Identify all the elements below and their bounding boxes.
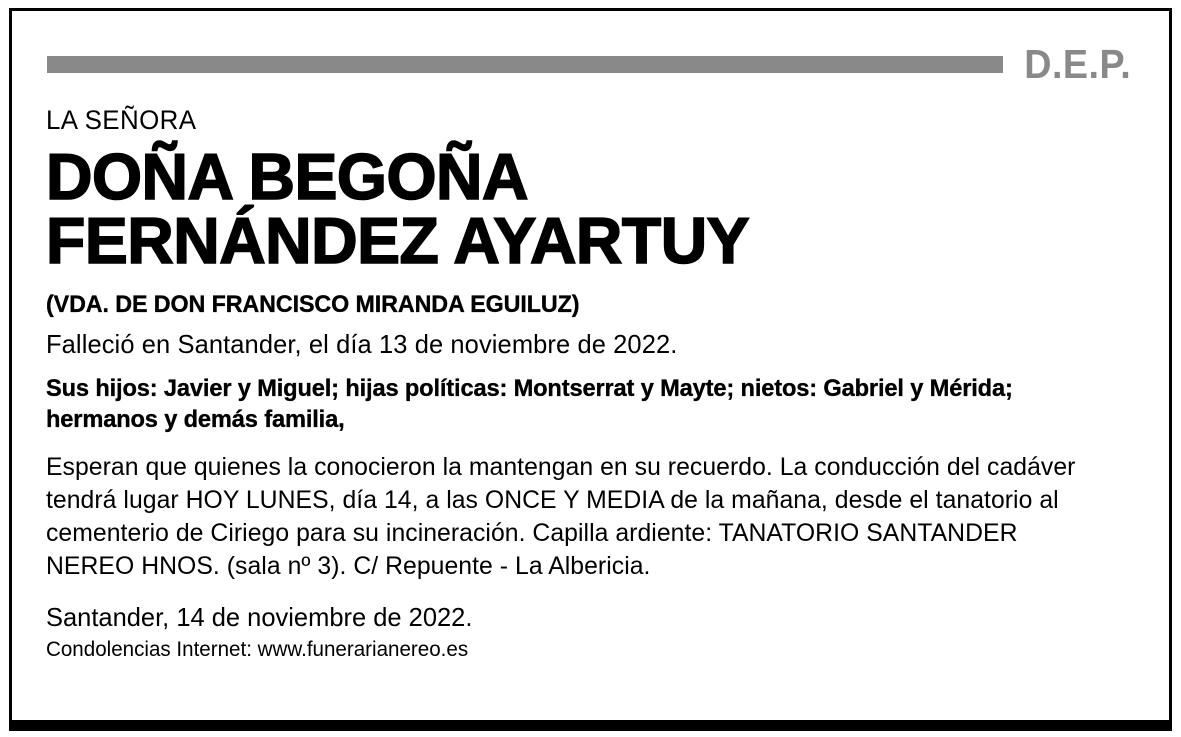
frame-border-left (9, 8, 12, 720)
survivors-list: Sus hijos: Javier y Miguel; hijas políticas: Montserrat y Mayte; nietos: Gabriel y Mérida; hermanos y demás familia, (46, 375, 1013, 433)
dep-label: D.E.P. (1024, 40, 1131, 87)
dep-header (47, 40, 1131, 87)
spouse-note: (VDA. DE DON FRANCISCO MIRANDA EGUILUZ) (46, 291, 580, 319)
salutation-line: LA SEÑORA (46, 105, 197, 135)
deceased-name-line-1: DOÑA BEGOÑA (46, 139, 528, 213)
deceased-name (46, 139, 1086, 278)
funeral-arrangements: Esperan que quienes la conocieron la mantengan en su recuerdo. La conducción del cadáver tendrá lugar HOY LUNES, día 14, a las ONCE Y MEDIA de la mañana, desde el tanatorio al cementerio de Ciriego para su incineración. Capilla ardiente: TANATORIO SANTANDER NEREO HNOS. (sala nº 3). C/ Repuente - La Albericia. (46, 452, 1076, 581)
frame-border-bottom (9, 720, 1172, 731)
dep-rule-divider (47, 56, 1003, 73)
notice-content (46, 106, 1096, 663)
deceased-name-line-2: FERNÁNDEZ AYARTUY (46, 204, 750, 278)
place-and-date: Santander, 14 de noviembre de 2022. (46, 601, 473, 632)
condolences-link[interactable]: Condolencias Internet: www.funerarianereo.es (46, 638, 469, 662)
frame-border-right (1169, 8, 1172, 720)
death-announcement: Falleció en Santander, el día 13 de noviembre de 2022. (46, 328, 678, 359)
frame-border-top (9, 8, 1172, 11)
